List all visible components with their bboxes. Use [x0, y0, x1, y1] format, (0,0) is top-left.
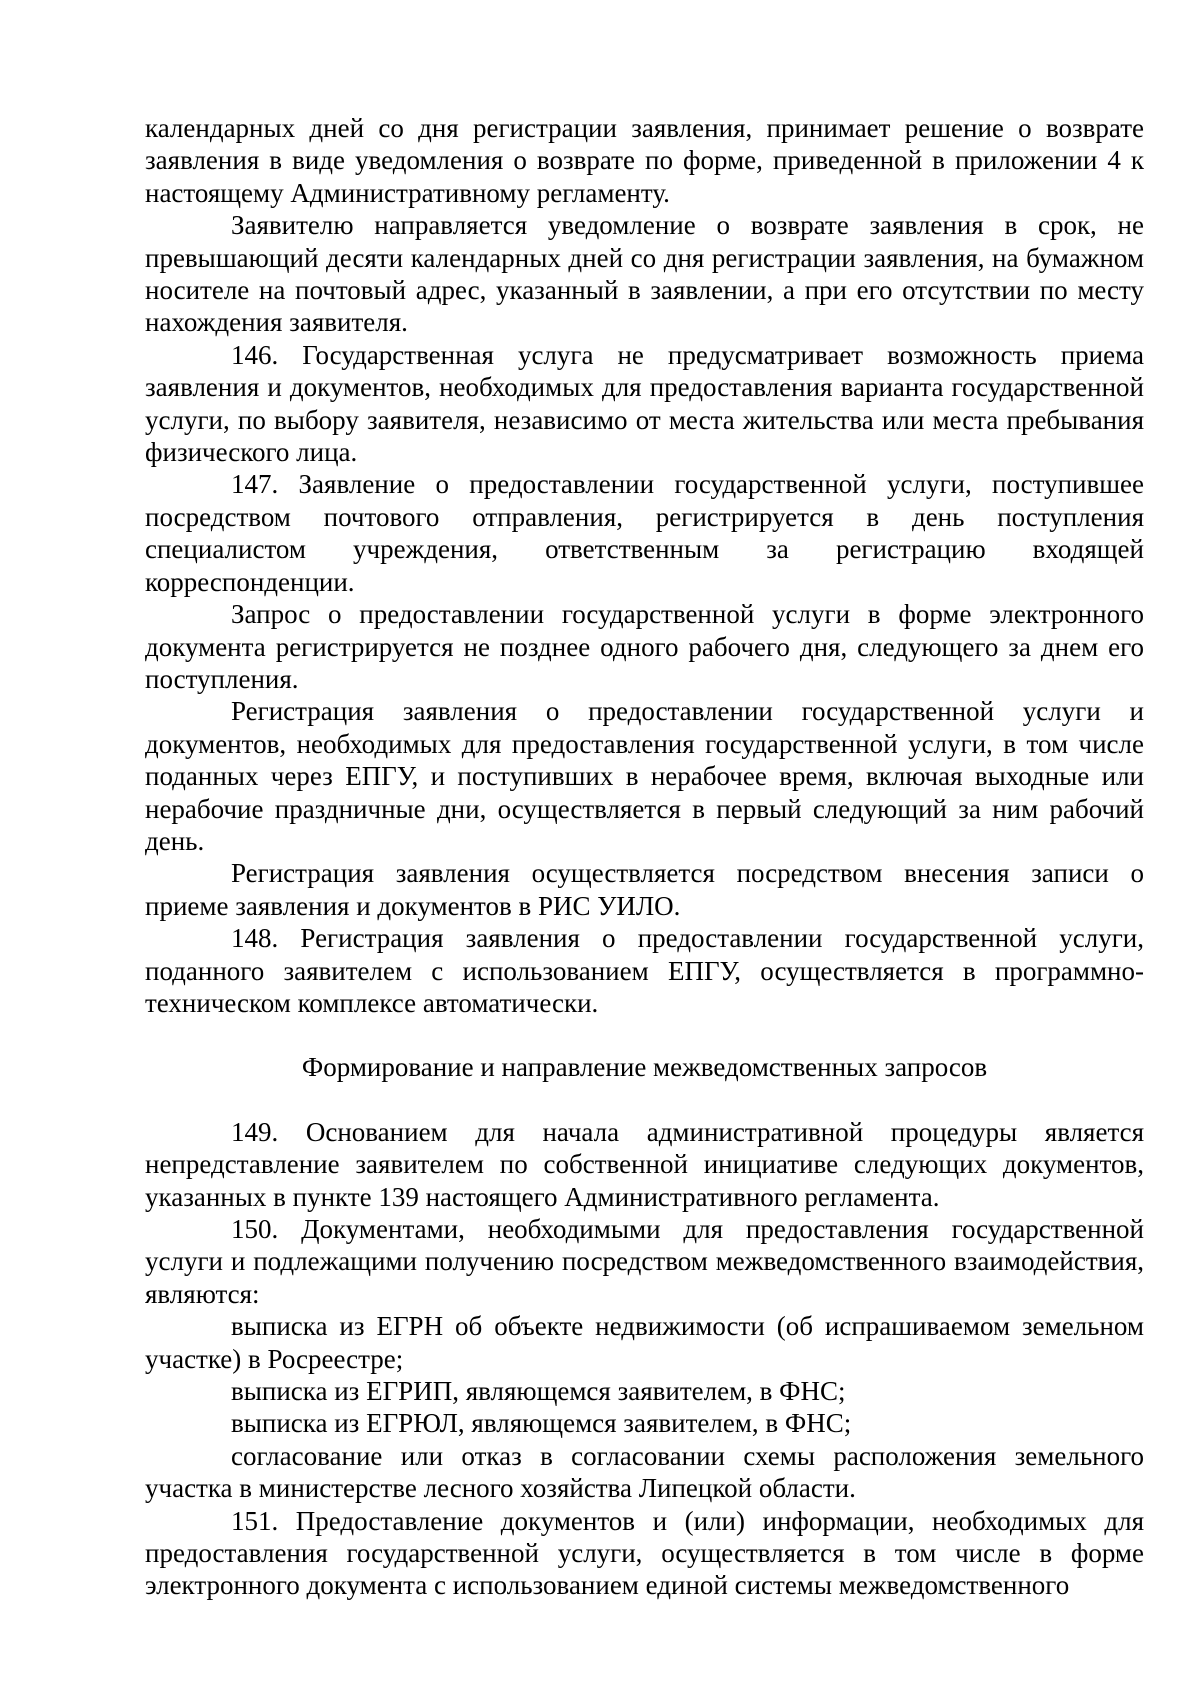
- paragraph-return-notice: Заявителю направляется уведомление о возврате заявления в срок, не превышающий десяти календарных дней со дня регистрации заявления, на бумажном носителе на почтовый адрес, указанный в заявлении, а при его отсутствии по месту нахождения заявителя.: [145, 210, 1144, 338]
- list-item-forestry-approval: согласование или отказ в согласовании схемы расположения земельного участка в министерстве лесного хозяйства Липецкой области.: [145, 1440, 1144, 1504]
- section-heading: Формирование и направление межведомственных запросов: [301, 1052, 988, 1083]
- paragraph-149: 149. Основанием для начала административной процедуры является непредставление заявителем по собственной инициативе следующих документов, указанных в пункте 139 настоящего Административного регламента.: [145, 1116, 1144, 1212]
- list-item-egrip: выписка из ЕГРИП, являющемся заявителем, в ФНС;: [231, 1376, 846, 1407]
- paragraph-146: 146. Государственная услуга не предусматривает возможность приема заявления и документов, необходимых для предоставления варианта государственной услуги, по выбору заявителя, независимо от места жительства или места пребывания физического лица.: [145, 339, 1144, 468]
- list-item-egrul: выписка из ЕГРЮЛ, являющемся заявителем, в ФНС;: [231, 1408, 852, 1439]
- paragraph-150: 150. Документами, необходимыми для предоставления государственной услуги и подлежащими получению посредством межведомственного взаимодействия, являются:: [145, 1214, 1144, 1309]
- paragraph-148: 148. Регистрация заявления о предоставлении государственной услуги, поданного заявителем с использованием ЕПГУ, осуществляется в программно-техническом комплексе автоматически.: [145, 923, 1144, 1018]
- paragraph-registration-nonworking: Регистрация заявления о предоставлении государственной услуги и документов, необходимых для предоставления государственной услуги, в том числе поданных через ЕПГУ, и поступивших в нерабочее время, включая выходные или нерабочие праздничные дни, осуществляется в первый следующий за ним рабочий день.: [145, 696, 1144, 856]
- paragraph-151: 151. Предоставление документов и (или) информации, необходимых для предоставления государственной услуги, осуществляется в том числе в форме электронного документа с использованием единой системы межведомственного: [145, 1505, 1144, 1601]
- paragraph-electronic-request: Запрос о предоставлении государственной услуги в форме электронного документа регистрируется не позднее одного рабочего дня, следующего за днем его поступления.: [145, 599, 1144, 694]
- paragraph-return-decision: календарных дней со дня регистрации заявления, принимает решение о возврате заявления в виде уведомления о возврате по форме, приведенной в приложении 4 к настоящему Административному регламенту.: [145, 113, 1144, 208]
- document-page: [145, 112, 1144, 1602]
- paragraph-registration-ris: Регистрация заявления осуществляется посредством внесения записи о приеме заявления и документов в РИС УИЛО.: [145, 858, 1144, 921]
- paragraph-147: 147. Заявление о предоставлении государственной услуги, поступившее посредством почтового отправления, регистрируется в день поступления специалистом учреждения, ответственным за регистрацию входящей корреспонденции.: [145, 469, 1144, 597]
- list-item-egrn: выписка из ЕГРН об объекте недвижимости (об испрашиваемом земельном участке) в Росреестре;: [145, 1311, 1144, 1374]
